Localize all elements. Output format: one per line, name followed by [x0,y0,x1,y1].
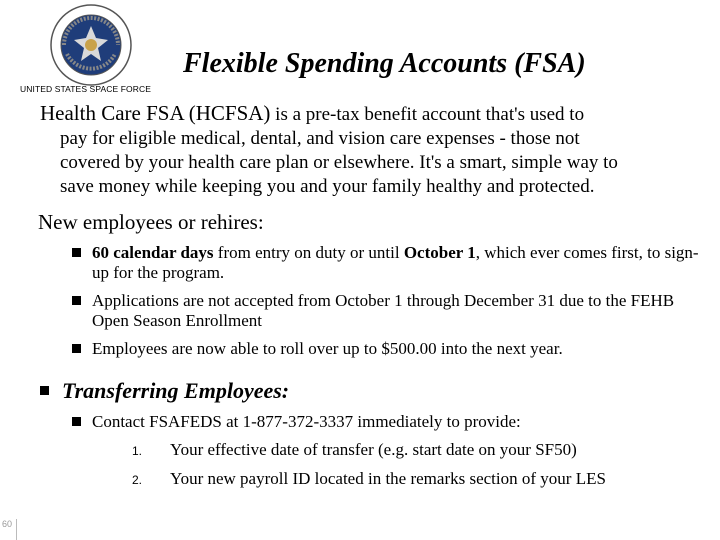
item-text: Your new payroll ID located in the remarks section of your LES [170,469,606,488]
transfer-heading [62,378,289,404]
numbered-item [132,469,606,490]
page-number: 60 [2,519,13,529]
bullet-square [40,386,49,395]
item-text: from entry on duty or until [213,243,404,262]
list-item: Applications are not accepted from October 1 through December 31 due to the FEHB Open Season Enrollment [92,291,702,331]
numbered-item [132,440,577,461]
list-item: Contact FSAFEDS at 1-877-372-3337 immediately to provide: [92,412,702,432]
item-number: 2. [132,473,143,487]
intro-paragraph [40,101,700,199]
intro-line-3: covered by your health care plan or elsewhere. It's a smart, simple way to [60,152,618,173]
list-item [92,243,702,283]
intro-line-4: save money while keeping you and your family healthy and protected. [60,176,595,197]
transfer-heading-text: Transferring Employees: [62,378,290,403]
list-item: Employees are now able to roll over up to $500.00 into the next year. [92,339,702,359]
intro-rest: is a pre-tax benefit account that's used to [270,104,585,125]
item-text: Your effective date of transfer (e.g. start date on your SF50) [170,440,577,459]
transfer-list [92,412,702,440]
page-title: Flexible Spending Accounts (FSA) [183,48,586,79]
intro-line-2: pay for eligible medical, dental, and vision care expenses - those not [60,128,580,149]
days-bold: 60 calendar days [92,243,214,262]
new-employees-heading: New employees or rehires: [38,210,264,234]
new-employees-list [92,243,702,367]
space-force-seal-logo [50,4,132,86]
date-bold: October 1 [403,243,476,262]
footer-divider [16,519,17,540]
item-text: , which ever comes first, to sign-up for the program. [92,243,699,282]
item-number: 1. [132,444,143,458]
intro-lead: Health Care FSA (HCFSA) [40,101,271,125]
organization-label: UNITED STATES SPACE FORCE [20,84,151,94]
